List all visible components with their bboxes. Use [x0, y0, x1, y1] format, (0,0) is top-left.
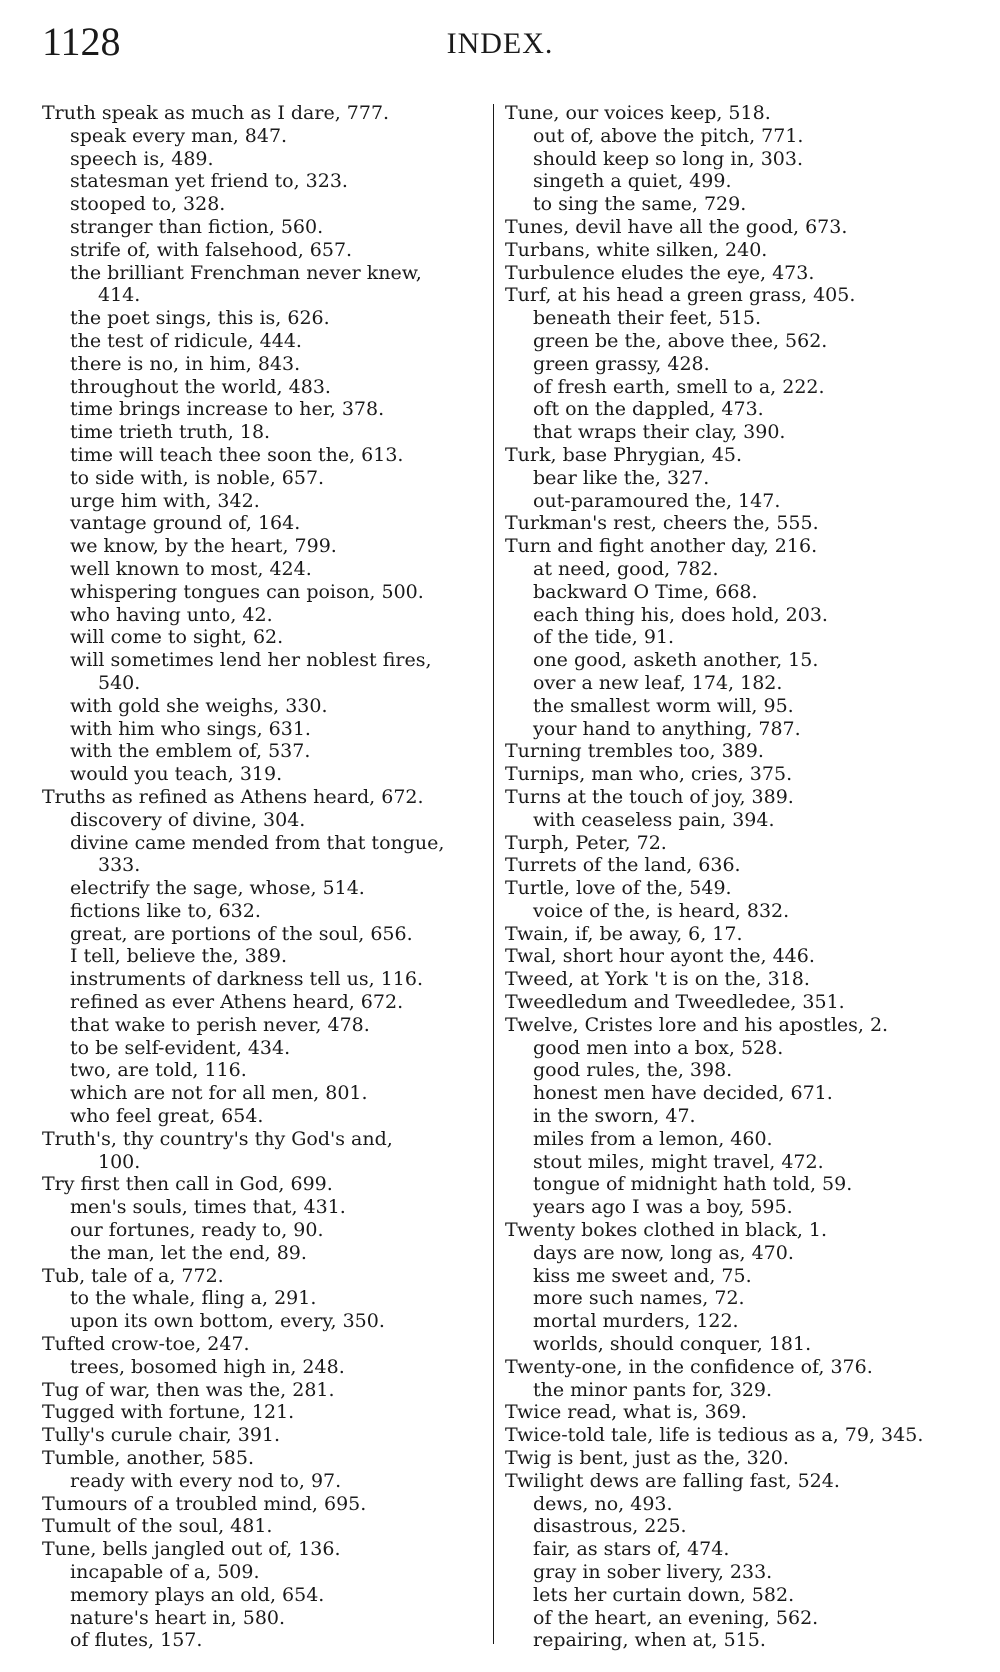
- index-subentry: the test of ridicule, 444.: [70, 329, 302, 352]
- index-subentry: out-paramoured the, 147.: [533, 489, 781, 512]
- index-subentry: stooped to, 328.: [70, 193, 226, 216]
- index-entry: Twenty-one, in the confidence of, 376.: [505, 1355, 873, 1378]
- index-entry: Turning trembles too, 389.: [505, 740, 764, 763]
- index-subentry: we know, by the heart, 799.: [70, 535, 337, 558]
- index-subentry: upon its own bottom, every, 350.: [70, 1310, 385, 1333]
- index-subentry: our fortunes, ready to, 90.: [70, 1219, 324, 1242]
- index-entry: Tub, tale of a, 772.: [42, 1264, 224, 1287]
- index-entry: Twenty bokes clothed in black, 1.: [505, 1219, 828, 1242]
- index-entry: Turf, at his head a green grass, 405.: [505, 284, 856, 307]
- index-subentry: that wake to perish never, 478.: [70, 1013, 370, 1036]
- index-subentry: there is no, in him, 843.: [70, 352, 301, 375]
- index-subentry: the smallest worm will, 95.: [533, 694, 794, 717]
- index-subentry: who feel great, 654.: [70, 1105, 264, 1128]
- index-entry: Tweedledum and Tweedledee, 351.: [505, 991, 845, 1014]
- index-subentry: honest men have decided, 671.: [533, 1082, 833, 1105]
- index-entry: Tugged with fortune, 121.: [42, 1401, 295, 1424]
- index-entry: Twice read, what is, 369.: [505, 1401, 747, 1424]
- index-subentry: repairing, when at, 515.: [533, 1629, 766, 1652]
- index-entry: Twilight dews are falling fast, 524.: [505, 1469, 840, 1492]
- index-subentry: at need, good, 782.: [533, 557, 719, 580]
- index-subentry: two, are told, 116.: [70, 1059, 247, 1082]
- index-subentry: divine came mended from that tongue,: [70, 831, 445, 854]
- index-entry: Tumours of a troubled mind, 695.: [42, 1492, 367, 1515]
- index-subentry: disastrous, 225.: [533, 1515, 687, 1538]
- index-column-left: [42, 102, 492, 1652]
- index-entry: Turkman's rest, cheers the, 555.: [505, 512, 819, 535]
- index-subentry: voice of the, is heard, 832.: [533, 899, 790, 922]
- index-entry: Truths as refined as Athens heard, 672.: [42, 785, 424, 808]
- index-subentry: fair, as stars of, 474.: [533, 1538, 730, 1561]
- index-subentry: stout miles, might travel, 472.: [533, 1150, 824, 1173]
- index-subentry: time brings increase to her, 378.: [70, 398, 385, 421]
- index-subentry: well known to most, 424.: [70, 557, 312, 580]
- page-number: 1128: [42, 19, 121, 64]
- index-subentry: men's souls, times that, 431.: [70, 1196, 346, 1219]
- index-entry: Turn and fight another day, 216.: [505, 535, 818, 558]
- index-subentry: refined as ever Athens heard, 672.: [70, 991, 404, 1014]
- index-subentry: oft on the dappled, 473.: [533, 398, 764, 421]
- index-subentry: each thing his, does hold, 203.: [533, 603, 828, 626]
- index-subentry: the poet sings, this is, 626.: [70, 307, 330, 330]
- index-subentry: with gold she weighs, 330.: [70, 694, 328, 717]
- index-subentry: statesman yet friend to, 323.: [70, 170, 348, 193]
- index-entry: Tumble, another, 585.: [42, 1447, 254, 1470]
- index-subentry: whispering tongues can poison, 500.: [70, 580, 424, 603]
- index-subentry: that wraps their clay, 390.: [533, 421, 786, 444]
- index-subentry: I tell, believe the, 389.: [70, 945, 287, 968]
- index-subentry: time trieth truth, 18.: [70, 421, 271, 444]
- index-subentry: memory plays an old, 654.: [70, 1583, 325, 1606]
- index-subentry: beneath their feet, 515.: [533, 307, 761, 330]
- column-divider: [493, 104, 494, 1644]
- index-subentry: trees, bosomed high in, 248.: [70, 1355, 345, 1378]
- index-entry: Tunes, devil have all the good, 673.: [505, 215, 848, 238]
- index-subentry: will come to sight, 62.: [70, 626, 284, 649]
- index-subentry: with ceaseless pain, 394.: [533, 808, 775, 831]
- index-subentry: kiss me sweet and, 75.: [533, 1264, 752, 1287]
- index-subentry: with the emblem of, 537.: [70, 740, 311, 763]
- index-subentry: should keep so long in, 303.: [533, 147, 804, 170]
- index-subentry: throughout the world, 483.: [70, 375, 331, 398]
- index-subentry: backward O Time, 668.: [533, 580, 758, 603]
- index-entry: Turph, Peter, 72.: [505, 831, 667, 854]
- index-entry: Turtle, love of the, 549.: [505, 877, 732, 900]
- index-subentry: instruments of darkness tell us, 116.: [70, 968, 424, 991]
- index-subentry: will sometimes lend her noblest fires,: [70, 649, 432, 672]
- index-entry: Tully's curule chair, 391.: [42, 1424, 281, 1447]
- index-subentry: to sing the same, 729.: [533, 193, 747, 216]
- index-subentry: who having unto, 42.: [70, 603, 273, 626]
- index-subentry: lets her curtain down, 582.: [533, 1583, 795, 1606]
- index-column-right: [505, 102, 960, 1652]
- index-continuation: 333.: [98, 854, 141, 877]
- index-entry: Turns at the touch of joy, 389.: [505, 785, 794, 808]
- index-subentry: good men into a box, 528.: [533, 1036, 784, 1059]
- index-subentry: your hand to anything, 787.: [533, 717, 801, 740]
- index-subentry: over a new leaf, 174, 182.: [533, 671, 783, 694]
- index-entry: Tune, our voices keep, 518.: [505, 102, 771, 124]
- index-entry: Tumult of the soul, 481.: [42, 1515, 273, 1538]
- index-subentry: of the tide, 91.: [533, 626, 675, 649]
- index-subentry: strife of, with falsehood, 657.: [70, 238, 353, 261]
- index-subentry: would you teach, 319.: [70, 763, 283, 786]
- index-subentry: electrify the sage, whose, 514.: [70, 877, 365, 900]
- index-subentry: of flutes, 157.: [70, 1629, 203, 1652]
- index-entry: Turbulence eludes the eye, 473.: [505, 261, 815, 284]
- index-subentry: speech is, 489.: [70, 147, 214, 170]
- page-title: INDEX.: [446, 27, 554, 60]
- index-subentry: worlds, should conquer, 181.: [533, 1333, 812, 1356]
- index-subentry: the brilliant Frenchman never knew,: [70, 261, 422, 284]
- index-entry: Truth speak as much as I dare, 777.: [42, 102, 390, 124]
- index-subentry: of fresh earth, smell to a, 222.: [533, 375, 825, 398]
- index-entry: Tug of war, then was the, 281.: [42, 1378, 335, 1401]
- index-subentry: the man, let the end, 89.: [70, 1241, 307, 1264]
- index-subentry: to be self-evident, 434.: [70, 1036, 291, 1059]
- index-subentry: tongue of midnight hath told, 59.: [533, 1173, 853, 1196]
- index-entry: Truth's, thy country's thy God's and,: [42, 1127, 393, 1150]
- index-subentry: mortal murders, 122.: [533, 1310, 739, 1333]
- index-subentry: great, are portions of the soul, 656.: [70, 922, 413, 945]
- index-subentry: gray in sober livery, 233.: [533, 1561, 773, 1583]
- index-entry: Twig is bent, just as the, 320.: [505, 1447, 789, 1470]
- index-subentry: more such names, 72.: [533, 1287, 745, 1310]
- index-subentry: incapable of a, 509.: [70, 1561, 260, 1583]
- index-subentry: to the whale, fling a, 291.: [70, 1287, 317, 1310]
- index-entry: Turnips, man who, cries, 375.: [505, 763, 793, 786]
- index-entry: Twice-told tale, life is tedious as a, 79, 345.: [505, 1424, 924, 1447]
- index-entry: Twain, if, be away, 6, 17.: [505, 922, 743, 945]
- index-subentry: miles from a lemon, 460.: [533, 1127, 773, 1150]
- index-subentry: years ago I was a boy, 595.: [533, 1196, 793, 1219]
- index-continuation: 414.: [98, 284, 141, 307]
- index-subentry: one good, asketh another, 15.: [533, 649, 819, 672]
- index-subentry: green grassy, 428.: [533, 352, 710, 375]
- index-subentry: days are now, long as, 470.: [533, 1241, 794, 1264]
- index-subentry: the minor pants for, 329.: [533, 1378, 773, 1401]
- index-subentry: green be the, above thee, 562.: [533, 329, 828, 352]
- index-entry: Turbans, white silken, 240.: [505, 238, 768, 261]
- index-subentry: fictions like to, 632.: [70, 899, 261, 922]
- index-entry: Twal, short hour ayont the, 446.: [505, 945, 815, 968]
- index-continuation: 100.: [98, 1150, 141, 1173]
- index-subentry: nature's heart in, 580.: [70, 1606, 286, 1629]
- index-entry: Twelve, Cristes lore and his apostles, 2.: [505, 1013, 889, 1036]
- index-subentry: vantage ground of, 164.: [70, 512, 301, 535]
- index-subentry: with him who sings, 631.: [70, 717, 311, 740]
- index-subentry: stranger than fiction, 560.: [70, 215, 324, 238]
- index-continuation: 540.: [98, 671, 141, 694]
- index-subentry: out of, above the pitch, 771.: [533, 124, 804, 147]
- index-subentry: dews, no, 493.: [533, 1492, 673, 1515]
- index-entry: Try first then call in God, 699.: [42, 1173, 333, 1196]
- index-subentry: in the sworn, 47.: [533, 1105, 696, 1128]
- index-subentry: ready with every nod to, 97.: [70, 1469, 342, 1492]
- index-entry: Tune, bells jangled out of, 136.: [42, 1538, 341, 1561]
- index-subentry: time will teach thee soon the, 613.: [70, 443, 404, 466]
- index-subentry: singeth a quiet, 499.: [533, 170, 732, 193]
- index-entry: Turk, base Phrygian, 45.: [505, 443, 743, 466]
- index-entry: Tweed, at York 't is on the, 318.: [505, 968, 810, 991]
- index-subentry: bear like the, 327.: [533, 466, 710, 489]
- index-entry: Tufted crow-toe, 247.: [42, 1333, 250, 1356]
- index-subentry: good rules, the, 398.: [533, 1059, 733, 1082]
- index-entry: Turrets of the land, 636.: [505, 854, 741, 877]
- index-subentry: to side with, is noble, 657.: [70, 466, 325, 489]
- index-subentry: speak every man, 847.: [70, 124, 288, 147]
- index-subentry: urge him with, 342.: [70, 489, 260, 512]
- index-subentry: which are not for all men, 801.: [70, 1082, 368, 1105]
- index-subentry: discovery of divine, 304.: [70, 808, 306, 831]
- index-subentry: of the heart, an evening, 562.: [533, 1606, 819, 1629]
